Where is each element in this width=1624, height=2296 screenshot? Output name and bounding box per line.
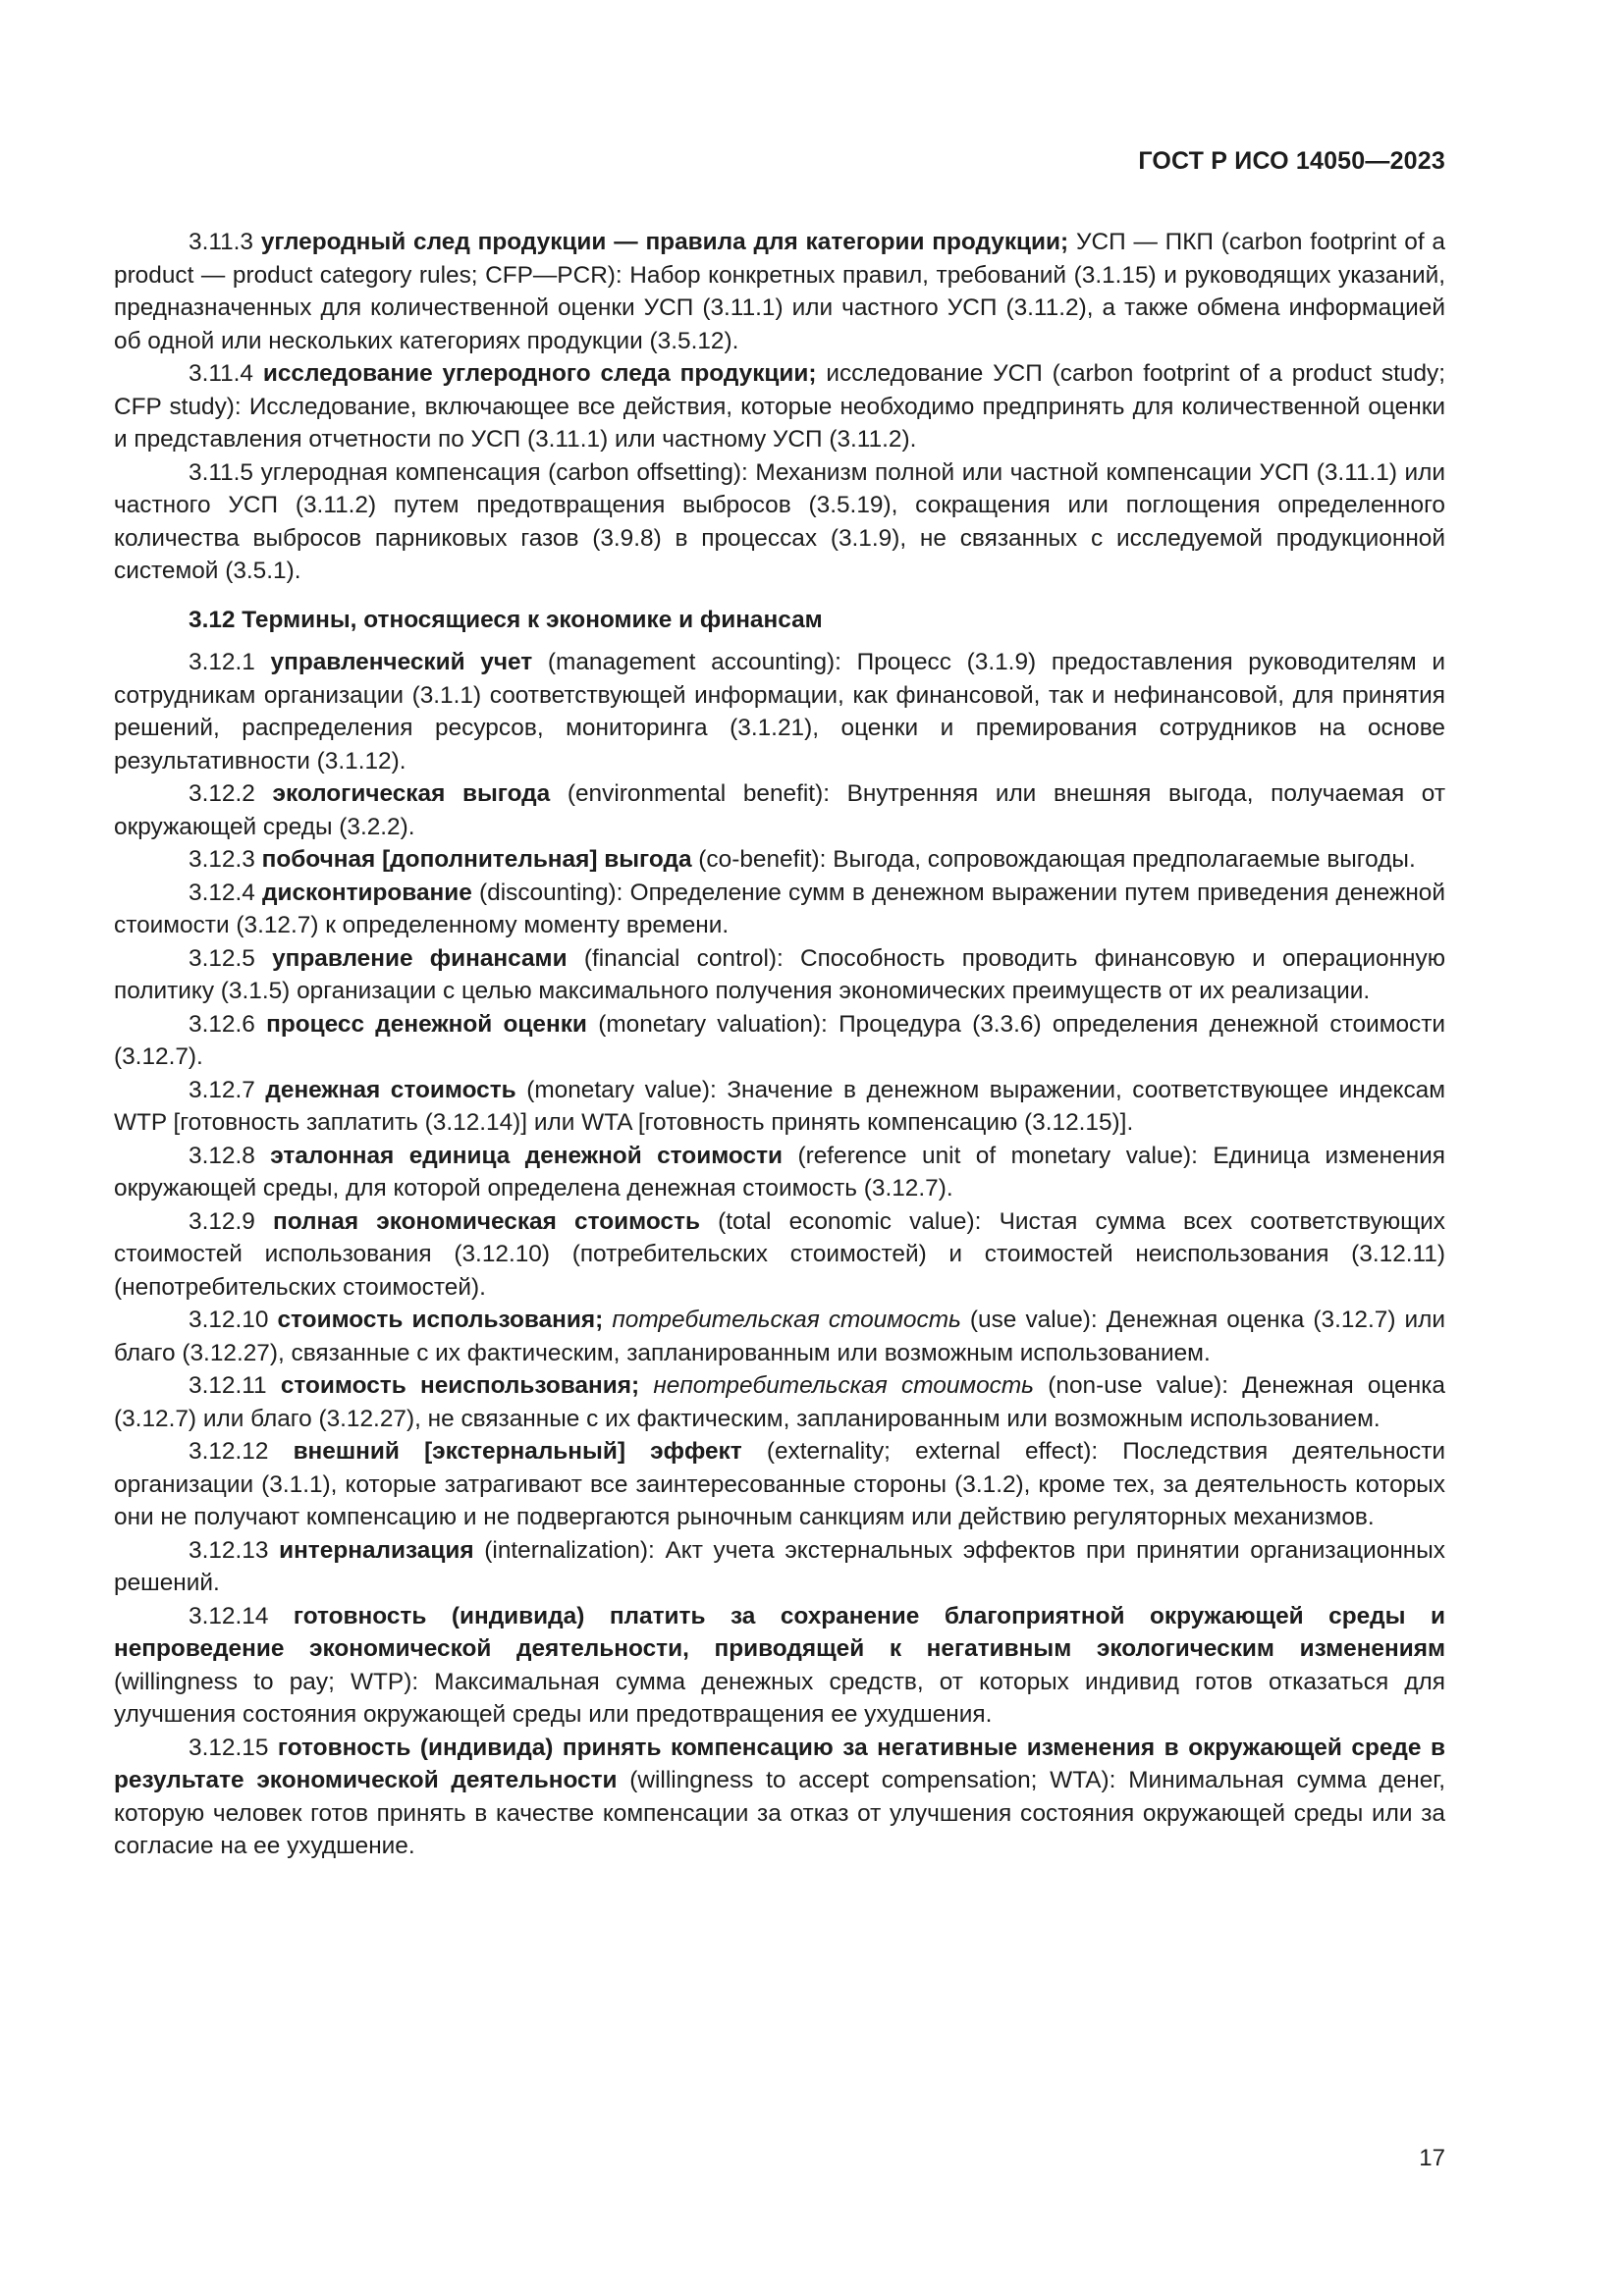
term-entry <box>114 1534 1445 1600</box>
term-definition: (internalization): Акт учета экстернальных эффектов при принятии организационных решений. <box>114 1536 1445 1596</box>
term-name: углеродный след продукции — правила для категории продукции; <box>260 229 1069 255</box>
term-entry <box>114 1732 1445 1863</box>
term-number: 3.12.14 <box>189 1602 269 1629</box>
term-number: 3.12.13 <box>189 1536 269 1564</box>
term-name: внешний [экстернальный] эффект <box>293 1438 742 1465</box>
term-name: интернализация <box>279 1536 474 1564</box>
term-definition: (management accounting): Процесс (3.1.9) предоставления руководителям и сотрудникам организации (3.1.1) соответствующей информации, как финансовой, так и нефинансовой, для принятия решений, распределения ресурсов, мониторинга (3.1.21), оценки и премирования сотрудников на основе результативности (3.1.12). <box>114 649 1445 774</box>
term-name: денежная стоимость <box>265 1076 516 1103</box>
term-entry <box>114 226 1445 357</box>
term-name: полная экономическая стоимость <box>273 1207 700 1235</box>
term-entry <box>114 456 1445 588</box>
term-number: 3.12.7 <box>189 1076 255 1103</box>
page-number: 17 <box>1419 2145 1445 2171</box>
term-definition: (willingness to pay; WTP): Максимальная сумма денежных средств, от которых индивид готов отказаться для улучшения состояния окружающей среды или предотвращения ее ухудшения. <box>114 1668 1445 1728</box>
term-entry <box>114 646 1445 777</box>
term-entry <box>114 1369 1445 1435</box>
term-entry <box>114 1435 1445 1534</box>
term-name: стоимость использования; <box>277 1307 604 1333</box>
term-entry <box>114 1205 1445 1305</box>
term-definition: (use value): Денежная оценка (3.12.7) или благо (3.12.27), связанные с их фактическим, запланированным или возможным использованием. <box>114 1307 1446 1366</box>
term-entry <box>114 843 1445 877</box>
term-number: 3.12.1 <box>189 649 255 675</box>
term-number: 3.12.4 <box>189 879 255 906</box>
term-name: стоимость неиспользования; <box>280 1372 640 1399</box>
term-number: 3.12.8 <box>189 1142 255 1169</box>
term-name: управление финансами <box>272 944 568 972</box>
term-definition: (willingness to accept compensation; WTA): Минимальная сумма денег, которую человек готов принять в качестве компенсации за отказ от улучшения состояния окружающей среды или за согласие на ее ухудшение. <box>114 1767 1446 1859</box>
term-entry <box>114 1008 1445 1074</box>
term-entry <box>114 877 1445 942</box>
term-name: эталонная единица денежной стоимости <box>270 1142 784 1169</box>
term-entry <box>114 1074 1445 1140</box>
term-definition: (externality; external effect): Последствия деятельности организации (3.1.1), которые затрагивают все заинтересованные стороны (3.1.2), кроме тех, за деятельность которых они не получают компенсацию и не подвергаются рыночным санкциям или действию регуляторных механизмов. <box>114 1438 1446 1530</box>
term-number: 3.12.2 <box>189 780 255 807</box>
term-name: побочная [дополнительная] выгода <box>261 846 692 873</box>
term-definition: (monetary value): Значение в денежном выражении, соответствующее индексам WTP [готовность заплатить (3.12.14)] или WTA [готовность принять компенсацию (3.12.15)]. <box>114 1076 1445 1136</box>
term-number: 3.12.12 <box>189 1438 269 1465</box>
term-number: 3.12.6 <box>189 1010 255 1038</box>
term-definition: (total economic value): Чистая сумма всех соответствующих стоимостей использования (3.12.10) (потребительских стоимостей) и стоимостей неиспользования (3.12.11) (непотребительских стоимостей). <box>114 1207 1445 1301</box>
term-name: дисконтирование <box>262 879 472 906</box>
term-name: управленческий учет <box>270 649 533 675</box>
term-number: 3.11.4 <box>189 360 254 387</box>
term-definition: УСП — ПКП (carbon footprint of a product — product category rules; CFP—PCR): Набор конкретных правил, требований (3.1.15) и руководящих указаний, предназначенных для количественной оценки УСП (3.11.1) или частного УСП (3.11.2), а также обмена информацией об одной или нескольких категориях продукции (3.5.12). <box>114 229 1445 354</box>
term-name: готовность (индивида) принять компенсацию за негативные изменения в окружающей среде в результате экономической деятельности <box>114 1734 1445 1793</box>
term-definition: (monetary valuation): Процедура (3.3.6) определения денежной стоимости (3.12.7). <box>114 1010 1446 1070</box>
term-number: 3.11.3 <box>189 229 254 255</box>
terms-group-3-11 <box>114 226 1445 588</box>
term-number: 3.12.3 <box>189 846 255 873</box>
document-code: ГОСТ Р ИСО 14050—2023 <box>1138 147 1445 175</box>
term-definition: (discounting): Определение сумм в денежном выражении путем приведения денежной стоимости (3.12.7) к определенному моменту времени. <box>114 879 1445 938</box>
term-name: исследование углеродного следа продукции; <box>262 360 817 387</box>
term-definition: исследование УСП (carbon footprint of a product study; CFP study): Исследование, включающее все действия, которые необходимо предпринять для количественной оценки и представления отчетности по УСП (3.11.1) или частному УСП (3.11.2). <box>114 360 1445 453</box>
term-name: готовность (индивида) платить за сохранение благоприятной окружающей среды и непроведение экономической деятельности, приводящей к негативным экологическим изменениям <box>114 1602 1445 1662</box>
term-definition: (non-use value): Денежная оценка (3.12.7) или благо (3.12.27), не связанные с их фактическим, запланированным или возможным использованием. <box>114 1372 1445 1432</box>
term-name: экологическая выгода <box>272 780 551 807</box>
term-number: 3.12.15 <box>189 1734 269 1761</box>
term-entry <box>114 777 1445 843</box>
term-entry <box>114 1600 1445 1732</box>
term-number: 3.12.9 <box>189 1207 255 1235</box>
term-entry <box>114 1304 1445 1369</box>
term-definition: (financial control): Способность проводить финансовую и операционную политику (3.1.5) организации с целью максимального получения экономических преимуществ от их реализации. <box>114 944 1445 1004</box>
term-name: процесс денежной оценки <box>266 1010 587 1038</box>
term-entry <box>114 357 1445 456</box>
term-number: 3.12.10 <box>189 1307 269 1333</box>
term-synonym: непотребительская стоимость <box>653 1372 1035 1399</box>
term-number: 3.11.5 <box>189 458 254 486</box>
term-entry <box>114 1140 1445 1205</box>
terms-group-3-12 <box>114 646 1445 1863</box>
term-number: 3.12.5 <box>189 944 255 972</box>
term-definition: (reference unit of monetary value): Единица изменения окружающей среды, для которой определена денежная стоимость (3.12.7). <box>114 1142 1445 1201</box>
section-heading: 3.12 Термины, относящиеся к экономике и финансам <box>189 606 823 633</box>
term-definition: (environmental benefit): Внутренняя или внешняя выгода, получаемая от окружающей среды (3.2.2). <box>114 780 1445 840</box>
term-definition: углеродная компенсация (carbon offsetting): Механизм полной или частной компенсации УСП (3.11.1) или частного УСП (3.11.2) путем предотвращения выбросов (3.5.19), сокращения или поглощения определенного количества выбросов парниковых газов (3.9.8) в процессах (3.1.9), не связанных с исследуемой продукционной системой (3.5.1). <box>114 458 1446 584</box>
term-entry <box>114 942 1445 1008</box>
page-content <box>114 226 1445 1863</box>
term-definition: (co-benefit): Выгода, сопровождающая предполагаемые выгоды. <box>691 846 1416 873</box>
term-number: 3.12.11 <box>189 1372 267 1399</box>
term-synonym: потребительская стоимость <box>612 1307 961 1333</box>
